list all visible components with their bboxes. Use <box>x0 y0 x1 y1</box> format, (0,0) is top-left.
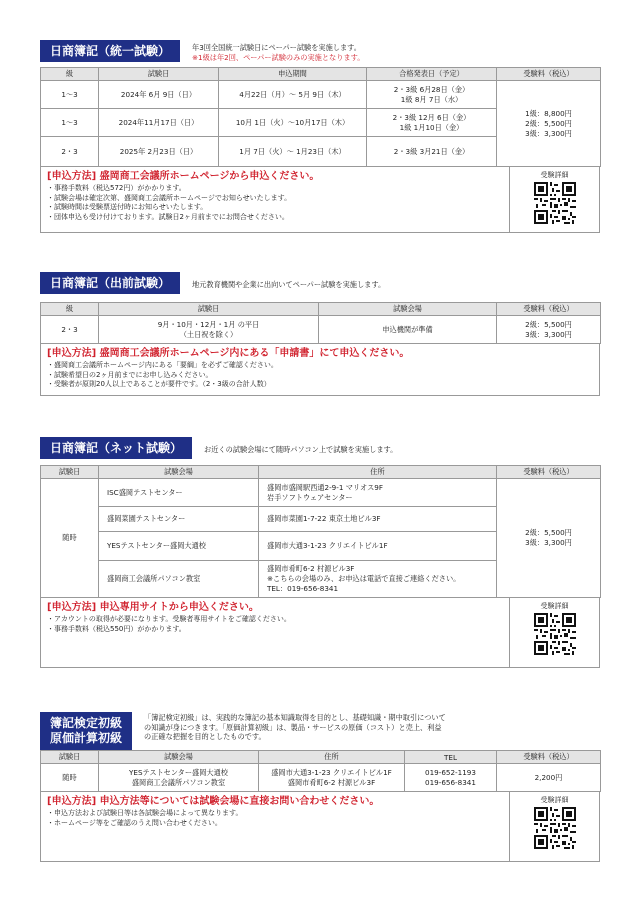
note-line: ・申込方法および試験日等は各試験会場によって異なります。 <box>47 809 243 817</box>
venue-cell: YESテストセンター盛岡大通校 <box>99 532 259 561</box>
note-line: ・アカウントの取得が必要になります。受験者専用サイトをご確認ください。 <box>47 615 291 623</box>
col-header: 試験会場 <box>319 303 497 316</box>
grade-cell: 2・3 <box>41 316 99 344</box>
date-cell: 9月・10月・12月・1月 の平日 （土日祝を除く） <box>99 316 319 344</box>
col-header: 試験日 <box>41 466 99 479</box>
venue-cell: 盛岡商工会議所パソコン教室 <box>99 561 259 598</box>
venue-cell: ISC盛岡テストセンター <box>99 479 259 507</box>
intro-warning: ※1級は年2回、ペーパー試験のみの実施となります。 <box>192 52 365 62</box>
qr-label: 受験詳細 <box>540 602 569 610</box>
address-cell: 盛岡市盛岡駅西通2-9-1 マリオス9F 岩手ソフトウェアセンター <box>259 479 497 507</box>
address-cell: 盛岡市大通3-1-23 クリエイトビル1F 盛岡市肴町6-2 村源ビル3F <box>259 764 405 792</box>
qr-code-icon[interactable] <box>534 182 576 224</box>
apply-box <box>40 167 600 233</box>
apply-box <box>40 792 600 862</box>
table-row <box>41 479 601 507</box>
qr-code-icon[interactable] <box>534 613 576 655</box>
apply-text: 盛岡商工会議所ホームページ内にある「申請書」にて申込ください。 <box>99 348 410 359</box>
col-header: 試験会場 <box>99 466 259 479</box>
address-cell: 盛岡市大通3-1-23 クリエイトビル1F <box>259 532 497 561</box>
period-cell: 10月 1日（火）～10月17日（木） <box>219 109 367 137</box>
date-cell: 2024年 6月 9日（日） <box>99 81 219 109</box>
apply-text: 申込方法等については試験会場に直接お問い合わせください。 <box>99 796 380 807</box>
grade-cell: 2・3 <box>41 137 99 167</box>
grade-cell: 1～3 <box>41 109 99 137</box>
net-exam-table <box>40 465 601 598</box>
col-header: 合格発表日（予定） <box>367 68 497 81</box>
intro-text: 「簿記検定初級」は、実践的な簿記の基本知識取得を目的とし、基礎知識・期中取引について <box>144 713 446 722</box>
qr-code-icon[interactable] <box>534 807 576 849</box>
period-cell: 4月22日（月）～ 5月 9日（木） <box>219 81 367 109</box>
section-net-exam <box>40 437 600 668</box>
table-row <box>41 316 601 344</box>
col-header: TEL <box>405 751 497 764</box>
apply-box <box>40 598 600 668</box>
result-cell: 2・3級 12月 6日（金） 1級 1月10日（金） <box>367 109 497 137</box>
apply-label: [申込方法] <box>47 602 97 613</box>
note-line: ・受験者が原則20人以上であることが要件です。（2・3級の合計人数） <box>47 380 271 388</box>
apply-label: [申込方法] <box>47 348 97 359</box>
col-header: 級 <box>41 68 99 81</box>
col-header: 受験料（税込） <box>497 303 601 316</box>
apply-label: [申込方法] <box>47 796 97 807</box>
date-cell: 2024年11月17日（日） <box>99 109 219 137</box>
period-cell: 1月 7日（火）～ 1月23日（木） <box>219 137 367 167</box>
intro-text: 年3回全国統一試験日にペーパー試験を実施します。 <box>192 43 361 52</box>
section-basic-exam <box>40 712 600 862</box>
tel-cell: 019-652-1193 019-656-8341 <box>405 764 497 792</box>
result-cell: 2・3級 3月21日（金） <box>367 137 497 167</box>
section-title: 日商簿記（出前試験） <box>40 272 180 294</box>
col-header: 受験料（税込） <box>497 466 601 479</box>
section-onsite-exam <box>40 272 600 396</box>
note-line: ・試験時間は受験票送付時にお知らせいたします。 <box>47 203 208 211</box>
intro-text: の知識が身につきます。「原価計算初級」は、製品・サービスの原価（コスト）と売上、利益 <box>144 722 442 732</box>
note-line: ・事務手数料（税込550円）がかかります。 <box>47 624 186 633</box>
date-cell: 随時 <box>41 479 99 598</box>
result-cell: 2・3級 6月28日（金） 1級 8月 7日（水） <box>367 81 497 109</box>
col-header: 受験料（税込） <box>497 751 601 764</box>
note-line: ・盛岡商工会議所ホームページ内にある「要綱」を必ずご確認ください。 <box>47 361 278 369</box>
col-header: 試験日 <box>99 303 319 316</box>
date-cell: 随時 <box>41 764 99 792</box>
address-cell: 盛岡市肴町6-2 村源ビル3F ※こちらの会場のみ、お申込は電話で直接ご連絡ください。 TEL：019-656-8341 <box>259 561 497 598</box>
note-line: ・試験会場は確定次第、盛岡商工会議所ホームページでお知らせいたします。 <box>47 193 292 202</box>
venue-cell: YESテストセンター盛岡大通校 盛岡商工会議所パソコン教室 <box>99 764 259 792</box>
fee-cell: 1級：8,800円 2級：5,500円 3級：3,300円 <box>497 81 601 167</box>
unified-exam-table <box>40 67 601 167</box>
venue-cell: 盛岡菜園テストセンター <box>99 507 259 532</box>
col-header: 申込期間 <box>219 68 367 81</box>
note-line: ・ホームページ等をご確認のうえ問い合わせください。 <box>47 818 222 827</box>
col-header: 級 <box>41 303 99 316</box>
grade-cell: 1～3 <box>41 81 99 109</box>
table-row <box>41 81 601 109</box>
col-header: 試験日 <box>41 751 99 764</box>
col-header: 受験料（税込） <box>497 68 601 81</box>
onsite-exam-table <box>40 302 601 344</box>
fee-cell: 2級：5,500円 3級：3,300円 <box>497 316 601 344</box>
intro-text: お近くの試験会場にて随時パソコン上で試験を実施します。 <box>204 445 398 454</box>
note-line: ・団体申込も受け付けております。試験日2ヶ月前までにお問合せください。 <box>47 212 289 221</box>
col-header: 住所 <box>259 466 497 479</box>
intro-text: の正確な把握を目的としたものです。 <box>144 732 266 741</box>
section-title: 簿記検定初級 原価計算初級 <box>40 712 132 750</box>
intro-text: 地元教育機関や企業に出向いてペーパー試験を実施します。 <box>192 280 386 289</box>
basic-exam-table <box>40 750 601 792</box>
note-line: ・事務手数料（税込572円）がかかります。 <box>47 184 186 192</box>
address-cell: 盛岡市菜園1-7-22 東京土地ビル3F <box>259 507 497 532</box>
apply-box <box>40 344 600 396</box>
col-header: 住所 <box>259 751 405 764</box>
table-row <box>41 764 601 792</box>
apply-label: [申込方法] <box>47 171 97 182</box>
section-title: 日商簿記（統一試験） <box>40 40 180 62</box>
fee-cell: 2,200円 <box>497 764 601 792</box>
col-header: 試験会場 <box>99 751 259 764</box>
venue-cell: 申込機関が準備 <box>319 316 497 344</box>
col-header: 試験日 <box>99 68 219 81</box>
section-title: 日商簿記（ネット試験） <box>40 437 192 459</box>
qr-label: 受験詳細 <box>540 796 569 804</box>
apply-text: 申込専用サイトから申込ください。 <box>99 602 259 613</box>
section-unified-exam <box>40 40 600 233</box>
note-line: ・試験希望日の2ヶ月前までにお申し込みください。 <box>47 370 213 379</box>
date-cell: 2025年 2月23日（日） <box>99 137 219 167</box>
qr-label: 受験詳細 <box>540 171 569 179</box>
apply-text: 盛岡商工会議所ホームページから申込ください。 <box>99 171 320 182</box>
fee-cell: 2級：5,500円 3級：3,300円 <box>497 479 601 598</box>
